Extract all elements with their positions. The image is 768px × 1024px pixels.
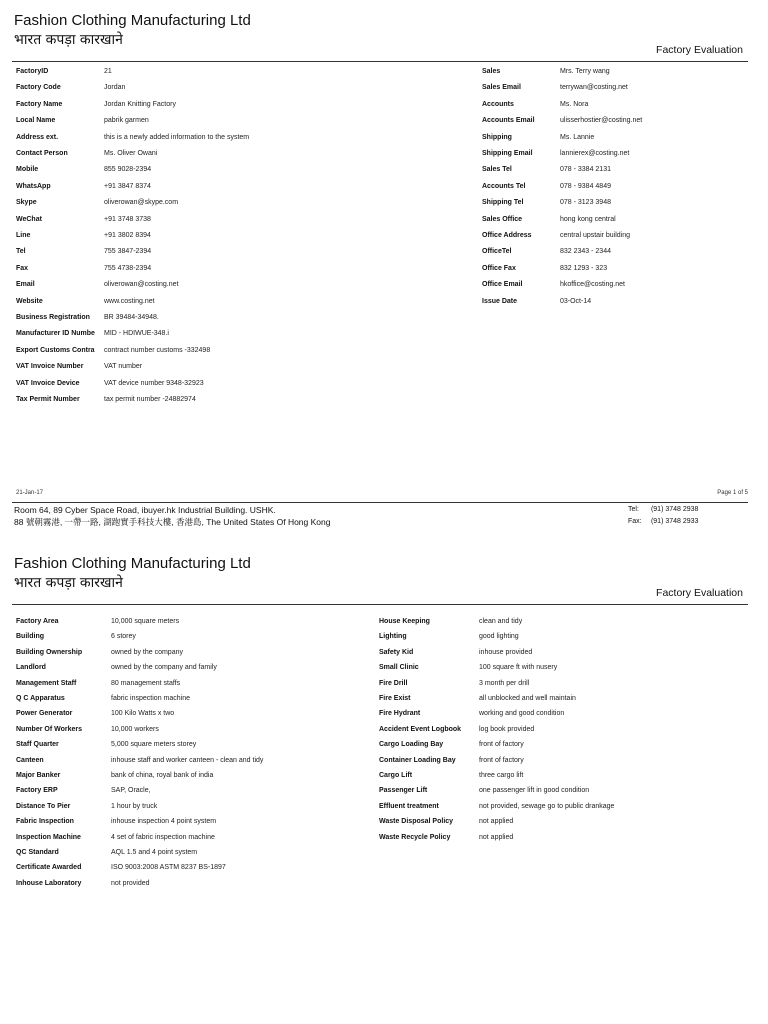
field-label: Power Generator bbox=[16, 710, 73, 718]
field-value: oliverowan@skype.com bbox=[104, 199, 179, 207]
field-value: 078 - 3384 2131 bbox=[560, 166, 611, 174]
field-label: Container Loading Bay bbox=[379, 756, 456, 764]
field-value: Ms. Lannie bbox=[560, 133, 595, 141]
field-label: Inspection Machine bbox=[16, 833, 81, 841]
field-value: inhouse inspection 4 point system bbox=[111, 818, 217, 826]
field-value: contract number customs -332498 bbox=[104, 346, 211, 354]
field-value: 5,000 square meters storey bbox=[111, 741, 197, 749]
field-value: +91 3802 8394 bbox=[104, 232, 151, 239]
field-value: inhouse staff and worker canteen - clean and tidy bbox=[111, 756, 264, 764]
field-value: www.costing.net bbox=[104, 297, 155, 305]
company-name-hindi: भारत कपड़ा कारखाने bbox=[14, 32, 123, 48]
field-value: 3 month per drill bbox=[479, 679, 530, 687]
field-label: FactoryID bbox=[16, 68, 49, 75]
field-label: Fire Hydrant bbox=[379, 710, 421, 718]
field-label: Effluent treatment bbox=[379, 802, 439, 810]
field-label: Landlord bbox=[16, 664, 46, 672]
header-divider bbox=[12, 61, 748, 62]
field-value: working and good condition bbox=[479, 710, 565, 718]
field-label: Manufacturer ID Numbe bbox=[16, 330, 95, 338]
field-label: Website bbox=[16, 297, 43, 305]
field-label: Fax bbox=[16, 264, 29, 272]
field-label: Accounts Tel bbox=[482, 182, 526, 190]
field-value: bank of china, royal bank of india bbox=[111, 772, 214, 779]
field-label: Issue Date bbox=[482, 297, 518, 305]
field-value: +91 3748 3738 bbox=[104, 215, 151, 223]
field-value: not applied bbox=[479, 833, 514, 841]
field-label: Number Of Workers bbox=[16, 725, 82, 733]
footer-date: 21-Jan-17 bbox=[16, 490, 44, 496]
field-label: Shipping Tel bbox=[482, 199, 524, 207]
field-value: hkoffice@costing.net bbox=[560, 281, 625, 289]
footer-fax-value: (91) 3748 2933 bbox=[650, 518, 699, 525]
footer-address-line1: Room 64, 89 Cyber Space Road, ibuyer.hk Industrial Building. USHK. bbox=[14, 505, 276, 515]
field-value: front of factory bbox=[479, 741, 524, 749]
field-value: not provided bbox=[111, 879, 150, 887]
field-value: VAT device number 9348-32923 bbox=[104, 379, 204, 387]
field-value: +91 3847 8374 bbox=[104, 182, 151, 190]
field-value: 21 bbox=[104, 68, 112, 75]
field-label: Cargo Lift bbox=[379, 772, 413, 779]
field-value: 10,000 square meters bbox=[111, 618, 180, 625]
field-value: 10,000 workers bbox=[111, 725, 159, 733]
field-label: Fire Drill bbox=[379, 679, 408, 687]
field-label: Email bbox=[16, 281, 35, 289]
field-label: VAT Invoice Device bbox=[16, 379, 80, 387]
company-name: Fashion Clothing Manufacturing Ltd bbox=[14, 12, 251, 29]
field-value: 03-Oct-14 bbox=[560, 297, 592, 305]
field-value: 6 storey bbox=[111, 633, 136, 641]
field-value: Jordan bbox=[104, 84, 126, 92]
field-label: Building bbox=[16, 633, 44, 641]
field-label: Export Customs Contra bbox=[16, 346, 95, 354]
field-label: Staff Quarter bbox=[16, 741, 59, 749]
field-value: 100 square ft with nusery bbox=[479, 664, 558, 672]
footer-address-line2: 88 號朝霧港, 一帶一路, 湖跑實手科技大樓, 香港島, The United States Of Hong Kong bbox=[14, 517, 331, 527]
field-label: Q C Apparatus bbox=[16, 695, 65, 702]
field-value: 755 4738-2394 bbox=[104, 264, 152, 272]
field-label: Fire Exist bbox=[379, 695, 411, 702]
field-value: owned by the company and family bbox=[111, 664, 217, 672]
field-label: Major Banker bbox=[16, 772, 61, 779]
field-value: 832 2343 - 2344 bbox=[560, 248, 611, 256]
field-label: Management Staff bbox=[16, 679, 77, 687]
field-label: House Keeping bbox=[379, 618, 430, 625]
field-value: BR 39484-34948. bbox=[104, 314, 159, 321]
field-label: VAT Invoice Number bbox=[16, 363, 84, 371]
field-label: Distance To Pier bbox=[16, 802, 71, 810]
field-value: tax permit number -24882974 bbox=[104, 396, 196, 403]
field-label: Local Name bbox=[16, 117, 56, 125]
footer-tel-label: Tel: bbox=[628, 506, 639, 513]
field-value: one passenger lift in good condition bbox=[479, 787, 590, 795]
field-label: Sales Office bbox=[482, 215, 523, 223]
field-label: Shipping Email bbox=[482, 150, 533, 157]
document-title-page2: Factory Evaluation bbox=[656, 587, 743, 599]
field-value: VAT number bbox=[104, 363, 143, 371]
field-value: lannierex@costing.net bbox=[560, 150, 630, 157]
field-value: 755 3847-2394 bbox=[104, 248, 152, 256]
footer-divider bbox=[12, 502, 748, 503]
field-label: Factory Name bbox=[16, 100, 63, 108]
field-value: ISO 9003:2008 ASTM 8237 BS-1897 bbox=[111, 864, 226, 872]
footer-tel-value: (91) 3748 2938 bbox=[650, 506, 699, 513]
field-label: Waste Recycle Policy bbox=[379, 833, 451, 841]
field-value: hong kong central bbox=[560, 215, 616, 223]
field-value: AQL 1.5 and 4 point system bbox=[111, 849, 198, 856]
field-label: Accounts Email bbox=[482, 117, 535, 125]
field-value: good lighting bbox=[479, 633, 519, 641]
field-value: all unblocked and well maintain bbox=[479, 695, 576, 702]
field-value: 4 set of fabric inspection machine bbox=[111, 833, 215, 841]
field-value: this is a newly added information to the system bbox=[104, 133, 250, 141]
field-label: Sales Tel bbox=[482, 166, 512, 174]
footer-tel bbox=[628, 506, 698, 513]
field-value: not applied bbox=[479, 818, 514, 826]
field-label: Inhouse Laboratory bbox=[16, 879, 82, 887]
field-value: owned by the company bbox=[111, 648, 183, 656]
field-label: Shipping bbox=[482, 133, 512, 141]
field-label: WhatsApp bbox=[16, 182, 51, 190]
field-value: 80 management staffs bbox=[111, 679, 181, 687]
footer-fax bbox=[628, 518, 698, 525]
field-label: Office Fax bbox=[482, 264, 516, 272]
field-label: Accident Event Logbook bbox=[379, 725, 462, 733]
field-value: 078 - 3123 3948 bbox=[560, 199, 611, 207]
company-name-page2: Fashion Clothing Manufacturing Ltd bbox=[14, 555, 251, 572]
field-label: Accounts bbox=[482, 100, 514, 108]
footer-page-number: Page 1 of 5 bbox=[717, 490, 748, 496]
field-value: central upstair building bbox=[560, 232, 631, 239]
field-value: Ms. Oliver Owani bbox=[104, 150, 158, 157]
field-label: Contact Person bbox=[16, 150, 68, 157]
field-label: Office Address bbox=[482, 232, 532, 239]
field-value: Mrs. Terry wang bbox=[560, 68, 610, 75]
field-label: Office Email bbox=[482, 281, 523, 289]
field-label: Tax Permit Number bbox=[16, 396, 80, 403]
footer-fax-label: Fax: bbox=[628, 518, 642, 525]
field-value: MID - HDIWUE-348.i bbox=[104, 330, 169, 338]
field-value: clean and tidy bbox=[479, 618, 523, 625]
field-label: Skype bbox=[16, 199, 37, 207]
company-name-hindi-page2: भारत कपड़ा कारखाने bbox=[14, 575, 123, 591]
field-value: not provided, sewage go to public drankage bbox=[479, 802, 615, 810]
field-value: Jordan Knitting Factory bbox=[104, 100, 176, 108]
field-label: Tel bbox=[16, 248, 26, 256]
field-value: 1 hour by truck bbox=[111, 802, 158, 810]
field-label: Waste Disposal Policy bbox=[379, 818, 454, 826]
field-value: terrywan@costing.net bbox=[560, 84, 628, 92]
field-label: Building Ownership bbox=[16, 648, 83, 656]
document-title: Factory Evaluation bbox=[656, 44, 743, 56]
field-label: OfficeTel bbox=[482, 248, 512, 256]
field-label: QC Standard bbox=[16, 849, 59, 856]
field-value: oliverowan@costing.net bbox=[104, 281, 179, 289]
field-value: pabrik garmen bbox=[104, 117, 149, 125]
field-value: SAP, Oracle, bbox=[111, 787, 151, 795]
field-label: Business Registration bbox=[16, 314, 90, 321]
field-label: Safety Kid bbox=[379, 648, 414, 656]
header-divider-page2 bbox=[12, 604, 748, 605]
field-value: front of factory bbox=[479, 756, 524, 764]
field-label: Lighting bbox=[379, 633, 407, 641]
field-value: 832 1293 - 323 bbox=[560, 264, 608, 272]
field-value: 855 9028-2394 bbox=[104, 166, 152, 174]
field-value: three cargo lift bbox=[479, 772, 524, 779]
field-value: inhouse provided bbox=[479, 648, 533, 656]
field-label: Line bbox=[16, 232, 31, 239]
field-value: 078 - 9384 4849 bbox=[560, 182, 611, 190]
field-label: Small Clinic bbox=[379, 664, 419, 672]
field-label: WeChat bbox=[16, 215, 42, 223]
field-label: Factory ERP bbox=[16, 787, 58, 795]
field-value: fabric inspection machine bbox=[111, 695, 190, 702]
field-value: ulisserhostier@costing.net bbox=[560, 117, 643, 125]
field-label: Certificate Awarded bbox=[16, 864, 82, 872]
field-label: Factory Area bbox=[16, 618, 59, 625]
field-label: Address ext. bbox=[16, 133, 59, 141]
field-label: Sales bbox=[482, 68, 501, 75]
field-value: 100 Kilo Watts x two bbox=[111, 710, 175, 718]
field-value: Ms. Nora bbox=[560, 100, 589, 108]
field-label: Mobile bbox=[16, 166, 39, 174]
field-label: Sales Email bbox=[482, 84, 521, 92]
field-label: Passenger Lift bbox=[379, 787, 428, 795]
field-value: log book provided bbox=[479, 725, 535, 733]
field-label: Canteen bbox=[16, 756, 44, 764]
field-label: Cargo Loading Bay bbox=[379, 741, 444, 749]
field-label: Factory Code bbox=[16, 84, 61, 92]
field-label: Fabric Inspection bbox=[16, 818, 74, 826]
